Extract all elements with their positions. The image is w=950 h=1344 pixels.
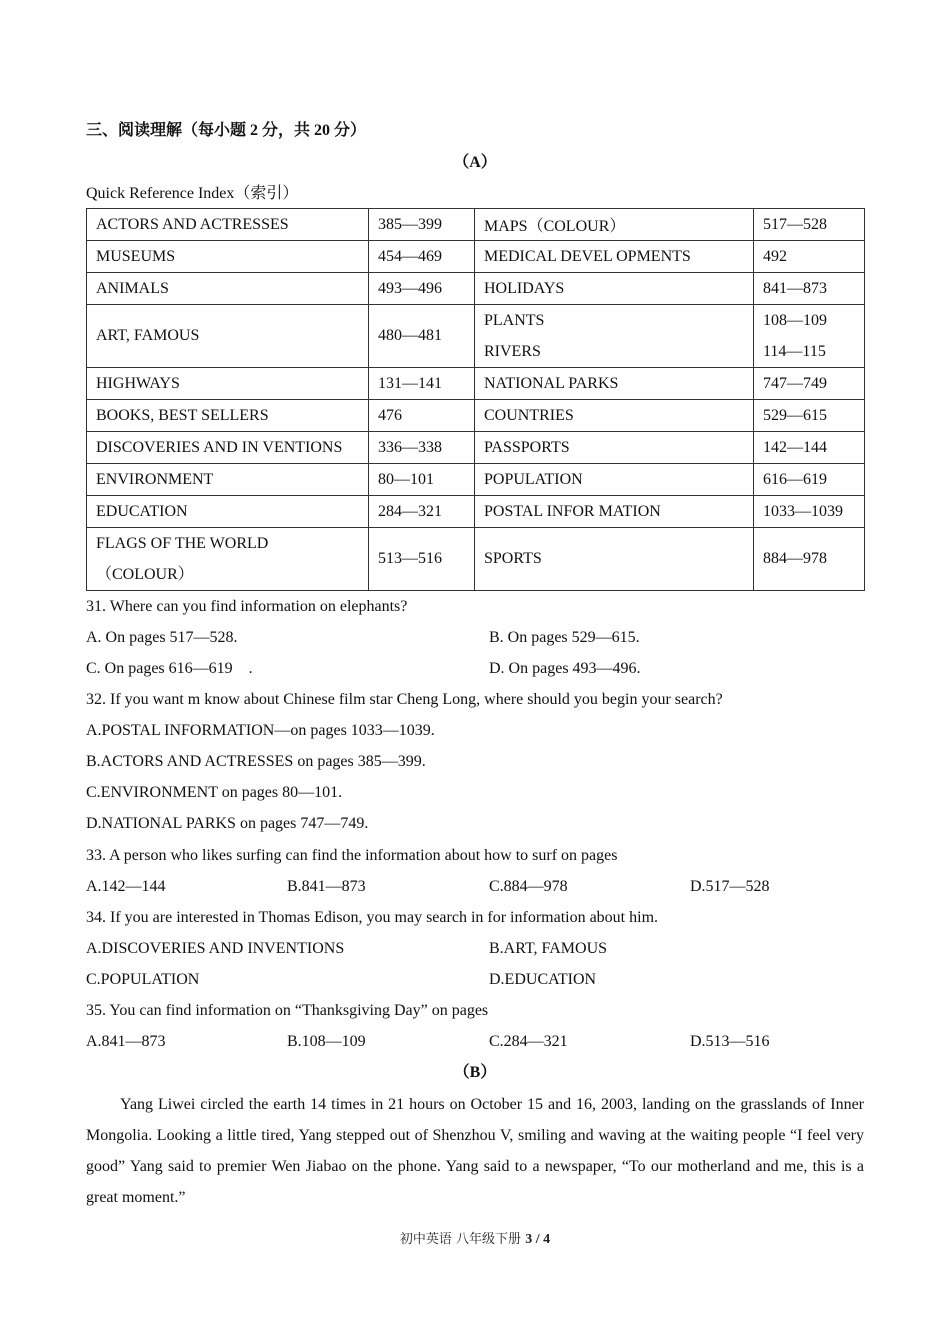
- table-cell: 476: [369, 400, 475, 432]
- table-cell: 841—873: [754, 273, 865, 305]
- table-cell: ART, FAMOUS: [87, 305, 369, 368]
- table-cell: SPORTS: [475, 528, 754, 591]
- table-cell: 529—615: [754, 400, 865, 432]
- table-cell: MEDICAL DEVEL OPMENTS: [475, 241, 754, 273]
- option-d: D. On pages 493—496.: [489, 660, 641, 677]
- table-cell: 493—496: [369, 273, 475, 305]
- option-a: A.841—873: [86, 1033, 166, 1050]
- question-stem: 34. If you are interested in Thomas Edison, you may search in for information about him.: [86, 909, 659, 926]
- table-cell-line: （COLOUR）: [96, 566, 194, 583]
- option-a: A. On pages 517—528.: [86, 629, 238, 646]
- table-cell: 336—338: [369, 432, 475, 464]
- option-d: D.NATIONAL PARKS on pages 747—749.: [86, 815, 369, 832]
- part-b-heading: （B）: [453, 1064, 497, 1081]
- table-cell: 513—516: [369, 528, 475, 591]
- table-cell: ACTORS AND ACTRESSES: [87, 209, 369, 241]
- option-c: C. On pages 616—619 .: [86, 660, 253, 677]
- section-title: 三、阅读理解（每小题 2 分，共 20 分）: [86, 122, 367, 139]
- option-c: C.284—321: [489, 1033, 568, 1050]
- reading-passage: Yang Liwei circled the earth 14 times in 21 hours on October 15 and 16, 2003, landing on the grasslands of Inner Mongolia. Looking a little tired, Yang stepped out of Shenzhou V, smiling and waving at the waiting people “I feel very good” Yang said to premier Wen Jiabao on the phone. Yang said to a newspaper, “To our motherland and me, this is a great moment.”: [86, 1096, 864, 1206]
- table-cell: EDUCATION: [87, 496, 369, 528]
- table-cell: 142—144: [754, 432, 865, 464]
- option-c: C.POPULATION: [86, 971, 200, 988]
- option-b: B. On pages 529—615.: [489, 629, 640, 646]
- table-cell: NATIONAL PARKS: [475, 368, 754, 400]
- quick-reference-index-table: [86, 208, 865, 591]
- option-c: C.884—978: [489, 878, 568, 895]
- table-cell: 131—141: [369, 368, 475, 400]
- question-stem: 32. If you want m know about Chinese film star Cheng Long, where should you begin your search?: [86, 691, 723, 708]
- option-b: B.ACTORS AND ACTRESSES on pages 385—399.: [86, 753, 426, 770]
- table-cell: HOLIDAYS: [475, 273, 754, 305]
- table-cell: 1033—1039: [754, 496, 865, 528]
- page-number: 3 / 4: [525, 1232, 551, 1247]
- option-c: C.ENVIRONMENT on pages 80—101.: [86, 784, 343, 801]
- table-cell: 284—321: [369, 496, 475, 528]
- table-cell: MAPS（COLOUR）: [475, 209, 754, 241]
- option-b: B.108—109: [287, 1033, 366, 1050]
- question-stem: 33. A person who likes surfing can find the information about how to surf on pages: [86, 847, 618, 864]
- table-cell: 884—978: [754, 528, 865, 591]
- table-cell: [754, 305, 865, 368]
- table-cell: 747—749: [754, 368, 865, 400]
- table-cell-line: 114—115: [763, 343, 826, 360]
- table-cell: ENVIRONMENT: [87, 464, 369, 496]
- page-footer: [0, 1228, 950, 1248]
- table-cell: 454—469: [369, 241, 475, 273]
- table-cell: 616—619: [754, 464, 865, 496]
- table-row: [87, 209, 865, 241]
- table-row: [87, 273, 865, 305]
- table-cell: POSTAL INFOR MATION: [475, 496, 754, 528]
- table-cell: POPULATION: [475, 464, 754, 496]
- table-cell-line: RIVERS: [484, 343, 541, 360]
- table-row: [87, 305, 865, 368]
- table-cell: COUNTRIES: [475, 400, 754, 432]
- table-cell: HIGHWAYS: [87, 368, 369, 400]
- table-cell: [87, 528, 369, 591]
- question-stem: 31. Where can you find information on elephants?: [86, 598, 408, 615]
- table-row: [87, 241, 865, 273]
- table-cell: 492: [754, 241, 865, 273]
- table-cell: PASSPORTS: [475, 432, 754, 464]
- table-row: [87, 528, 865, 591]
- option-d: D.EDUCATION: [489, 971, 597, 988]
- table-row: [87, 432, 865, 464]
- option-b: B.ART, FAMOUS: [489, 940, 608, 957]
- table-row: [87, 464, 865, 496]
- option-a: A.142—144: [86, 878, 166, 895]
- option-a: A.DISCOVERIES AND INVENTIONS: [86, 940, 345, 957]
- table-cell: DISCOVERIES AND IN VENTIONS: [87, 432, 369, 464]
- footer-label: 初中英语 八年级下册: [399, 1232, 522, 1247]
- table-cell: 480—481: [369, 305, 475, 368]
- table-row: [87, 496, 865, 528]
- table-cell: [475, 305, 754, 368]
- table-cell-line: 108—109: [763, 312, 827, 329]
- option-a: A.POSTAL INFORMATION—on pages 1033—1039.: [86, 722, 435, 739]
- table-cell: 517—528: [754, 209, 865, 241]
- table-cell: 385—399: [369, 209, 475, 241]
- question-stem: 35. You can find information on “Thanksgiving Day” on pages: [86, 1002, 489, 1019]
- index-caption: Quick Reference Index（索引）: [86, 185, 299, 202]
- table-cell: ANIMALS: [87, 273, 369, 305]
- option-d: D.517—528: [690, 878, 770, 895]
- table-row: [87, 400, 865, 432]
- table-cell: BOOKS, BEST SELLERS: [87, 400, 369, 432]
- option-b: B.841—873: [287, 878, 366, 895]
- table-cell: MUSEUMS: [87, 241, 369, 273]
- table-row: [87, 368, 865, 400]
- table-cell: 80—101: [369, 464, 475, 496]
- option-d: D.513—516: [690, 1033, 770, 1050]
- table-cell-line: FLAGS OF THE WORLD: [96, 535, 269, 552]
- table-cell-line: PLANTS: [484, 312, 545, 329]
- part-a-heading: （A）: [453, 154, 497, 171]
